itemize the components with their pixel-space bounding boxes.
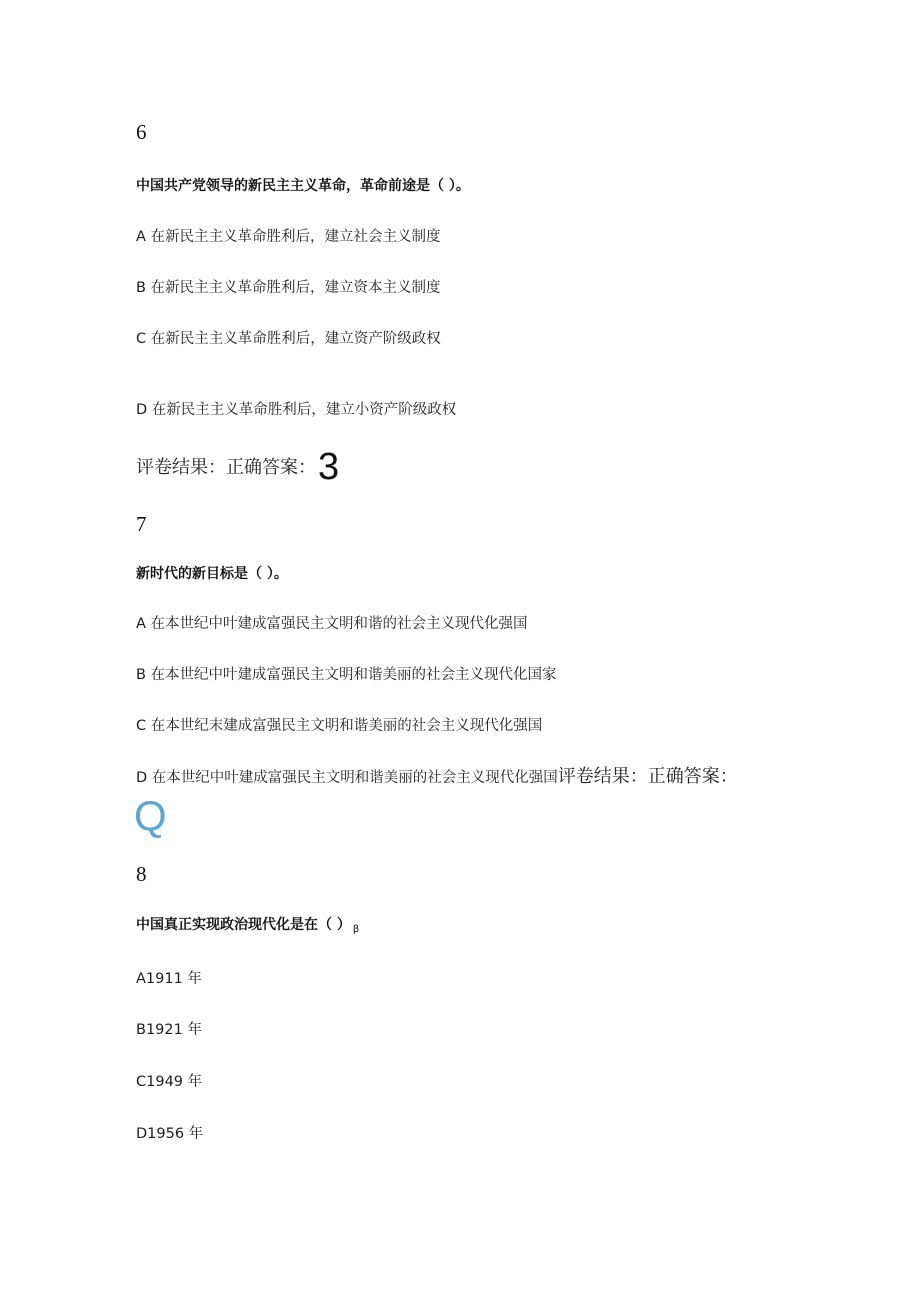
question-stem	[136, 914, 359, 935]
question-stem-text: 中国真正实现政治现代化是在（ ）	[136, 917, 351, 933]
correct-answer: 3	[318, 446, 340, 488]
question-number: 7	[136, 512, 147, 536]
grading-result	[136, 446, 339, 489]
option-a: A 在新民主主义革命胜利后，建立社会主义制度	[136, 229, 441, 245]
question-number: 6	[136, 120, 147, 144]
correct-answer: Q	[134, 792, 167, 839]
option-b: B 在本世纪中叶建成富强民主文明和谐美丽的社会主义现代化国家	[136, 667, 557, 683]
option-b: B1921 年	[136, 1022, 202, 1038]
option-b: B 在新民主主义革命胜利后，建立资本主义制度	[136, 280, 441, 296]
question-stem: 新时代的新目标是（ ）。	[136, 566, 288, 582]
option-a: A1911 年	[136, 971, 202, 987]
question-stem-suffix: β	[352, 924, 360, 935]
result-label: 评卷结果：正确答案：	[557, 766, 738, 787]
option-d-with-result	[136, 762, 738, 788]
option-c: C 在新民主主义革命胜利后，建立资产阶级政权	[136, 331, 441, 347]
question-stem: 中国共产党领导的新民主主义革命，革命前途是（ ）。	[136, 178, 470, 194]
question-number: 8	[136, 862, 147, 886]
option-c: C 在本世纪末建成富强民主文明和谐美丽的社会主义现代化强国	[136, 718, 543, 734]
option-d: D1956 年	[136, 1126, 204, 1142]
result-label: 评卷结果：正确答案：	[136, 457, 316, 478]
option-d: D 在新民主主义革命胜利后，建立小资产阶级政权	[136, 402, 457, 418]
option-a: A 在本世纪中叶建成富强民主文明和谐的社会主义现代化强国	[136, 616, 528, 632]
option-d: D 在本世纪中叶建成富强民主文明和谐美丽的社会主义现代化强国	[136, 770, 558, 786]
option-c: C1949 年	[136, 1074, 203, 1090]
